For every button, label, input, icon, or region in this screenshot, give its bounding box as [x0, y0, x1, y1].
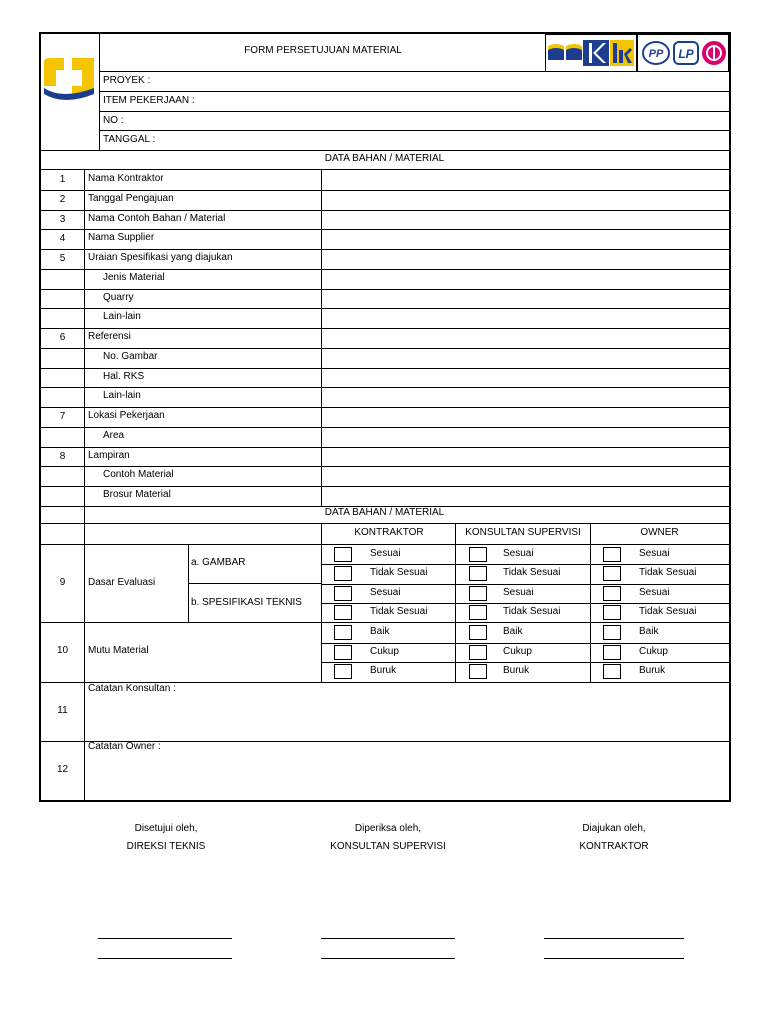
quality-option-label: Baik — [370, 626, 390, 637]
row-sublabel: Lain-lain — [103, 311, 141, 323]
row-value-input[interactable] — [322, 408, 728, 426]
quality-no: 10 — [56, 645, 69, 656]
lp-logo-icon — [672, 40, 700, 66]
eval-checkbox[interactable] — [603, 566, 621, 581]
row-label: Tanggal Pengajuan — [88, 192, 174, 204]
eval-label: Dasar Evaluasi — [88, 577, 156, 588]
row-value-input[interactable] — [322, 388, 728, 406]
eval-checkbox[interactable] — [469, 605, 487, 620]
sub-rule — [188, 583, 321, 584]
row-value-input[interactable] — [322, 270, 728, 288]
circle-logo-icon — [701, 40, 727, 66]
note-owner-no: 12 — [56, 764, 69, 775]
eval-option-label: Tidak Sesuai — [370, 606, 428, 617]
header-rule — [99, 71, 729, 72]
row-number: 6 — [59, 332, 66, 343]
quality-checkbox[interactable] — [603, 645, 621, 660]
eval-option-label: Tidak Sesuai — [503, 567, 561, 578]
row-number: 5 — [59, 253, 66, 264]
lp-logo-text: LP — [678, 47, 694, 61]
note-owner-input[interactable] — [86, 756, 728, 799]
eval-option-label: Sesuai — [503, 587, 534, 598]
eval-checkbox[interactable] — [603, 547, 621, 562]
row-value-input[interactable] — [322, 448, 728, 466]
row-value-input[interactable] — [322, 230, 728, 248]
row-value-input[interactable] — [322, 211, 728, 229]
option-rule — [322, 662, 729, 663]
row-value-input[interactable] — [322, 191, 728, 209]
col-owner: OWNER — [640, 527, 679, 538]
col-line-no — [84, 169, 85, 801]
row-label: Nama Supplier — [88, 232, 155, 244]
eval-checkbox[interactable] — [469, 586, 487, 601]
quality-checkbox[interactable] — [334, 645, 352, 660]
row-value-input[interactable] — [322, 487, 728, 505]
row-number: 3 — [59, 213, 66, 225]
pp-logo-icon — [641, 40, 671, 66]
row-number: 1 — [59, 174, 66, 185]
col-line-label — [321, 169, 322, 507]
header-rule — [99, 91, 729, 92]
pupr-logo-icon — [42, 56, 97, 102]
eval-option-label: Sesuai — [639, 587, 670, 598]
sig-3-line2: KONTRAKTOR — [579, 841, 649, 852]
proyek-input[interactable] — [160, 72, 728, 90]
row-label: Nama Kontraktor — [88, 173, 164, 184]
header-rule — [99, 111, 729, 112]
eval-option-label: Sesuai — [370, 587, 401, 598]
row-sublabel: Contoh Material — [103, 469, 174, 481]
hk-logo-icon — [610, 40, 634, 66]
quality-label: Mutu Material — [88, 645, 149, 656]
col-line-konsultan — [455, 523, 456, 682]
header-rule — [40, 150, 729, 151]
eval-sub-gambar: a. GAMBAR — [191, 557, 246, 568]
row-sublabel: No. Gambar — [103, 350, 158, 362]
option-rule — [322, 603, 729, 604]
row-value-input[interactable] — [322, 467, 728, 485]
sig-2-line2: KONSULTAN SUPERVISI — [330, 841, 446, 852]
quality-option-label: Baik — [503, 626, 523, 637]
eval-checkbox[interactable] — [334, 605, 352, 620]
row-value-input[interactable] — [322, 250, 728, 268]
eval-option-label: Tidak Sesuai — [503, 606, 561, 617]
field-no: NO : — [103, 115, 124, 126]
header-rule — [99, 130, 729, 131]
row-label: Lokasi Pekerjaan — [88, 410, 165, 421]
quality-checkbox[interactable] — [334, 625, 352, 640]
row-value-input[interactable] — [322, 329, 728, 347]
note-konsultan-input[interactable] — [86, 697, 728, 740]
col-line-kontraktor — [321, 523, 322, 682]
sig-1-name-line[interactable] — [98, 938, 232, 939]
quality-checkbox[interactable] — [603, 664, 621, 679]
eval-checkbox[interactable] — [334, 566, 352, 581]
quality-checkbox[interactable] — [469, 645, 487, 660]
sig-1-line1: Disetujui oleh, — [134, 823, 198, 834]
row-sublabel: Brosur Material — [103, 489, 171, 500]
row-number: 2 — [59, 193, 66, 205]
option-rule — [322, 584, 729, 585]
quality-option-label: Cukup — [503, 646, 532, 657]
option-rule — [322, 643, 729, 644]
eval-option-label: Tidak Sesuai — [370, 567, 428, 578]
quality-checkbox[interactable] — [469, 625, 487, 640]
row-number: 8 — [59, 450, 66, 462]
row-value-input[interactable] — [322, 309, 728, 327]
sig-1-line2: DIREKSI TEKNIS — [126, 841, 206, 852]
note-owner-label: Catatan Owner : — [88, 741, 161, 752]
quality-option-label: Cukup — [370, 646, 399, 657]
section-title-2: DATA BAHAN / MATERIAL — [324, 507, 445, 518]
sig-2-name-line[interactable] — [321, 938, 455, 939]
quality-option-label: Buruk — [370, 665, 397, 676]
quality-checkbox[interactable] — [469, 664, 487, 679]
row-label: Lampiran — [88, 449, 130, 461]
field-proyek: PROYEK : — [103, 75, 151, 86]
row-sublabel: Lain-lain — [103, 390, 141, 402]
eval-no: 9 — [59, 577, 66, 588]
row-value-input[interactable] — [322, 349, 728, 367]
pp-logo-text: PP — [648, 48, 664, 60]
row-label: Uraian Spesifikasi yang diajukan — [88, 252, 233, 263]
row-label: Nama Contoh Bahan / Material — [88, 212, 226, 224]
note-konsultan-no: 11 — [57, 705, 68, 716]
bk-logo-icon — [548, 42, 582, 64]
tanggal-input[interactable] — [160, 131, 728, 149]
row-sublabel: Area — [103, 429, 125, 441]
eval-sub-spesifikasi: b. SPESIFIKASI TEKNIS — [191, 597, 302, 608]
section-rule — [40, 169, 729, 170]
eval-checkbox[interactable] — [469, 547, 487, 562]
eval-checkbox[interactable] — [469, 566, 487, 581]
eval-option-label: Sesuai — [639, 548, 670, 559]
eval-checkbox[interactable] — [603, 605, 621, 620]
eval-option-label: Sesuai — [503, 548, 534, 559]
option-rule — [322, 564, 729, 565]
eval-checkbox[interactable] — [334, 547, 352, 562]
eval-checkbox[interactable] — [603, 586, 621, 601]
quality-option-label: Cukup — [639, 646, 668, 657]
sig-1-title-line[interactable] — [98, 958, 232, 959]
sig-3-title-line[interactable] — [544, 958, 684, 959]
eval-checkbox[interactable] — [334, 586, 352, 601]
eval-option-label: Tidak Sesuai — [639, 606, 697, 617]
quality-option-label: Baik — [639, 626, 659, 637]
eval-rule — [40, 622, 729, 623]
row-number: 7 — [59, 411, 66, 422]
eval-option-label: Tidak Sesuai — [639, 567, 697, 578]
sig-3-name-line[interactable] — [544, 938, 684, 939]
quality-option-label: Buruk — [503, 665, 530, 676]
k-logo-icon — [583, 40, 609, 66]
sig-2-line1: Diperiksa oleh, — [354, 823, 422, 834]
quality-checkbox[interactable] — [334, 664, 352, 679]
no-input[interactable] — [125, 112, 728, 130]
header-section — [0, 0, 768, 150]
form-title: FORM PERSETUJUAN MATERIAL — [244, 45, 402, 56]
row-number: 4 — [59, 233, 66, 245]
sig-2-title-line[interactable] — [321, 958, 455, 959]
col-kontraktor: KONTRAKTOR — [354, 527, 424, 538]
section-rule — [40, 523, 729, 524]
quality-option-label: Buruk — [639, 665, 666, 676]
sig-3-line1: Diajukan oleh, — [582, 823, 646, 834]
row-sublabel: Quarry — [103, 291, 134, 303]
eval-option-label: Sesuai — [370, 548, 401, 559]
row-label: Referensi — [88, 331, 131, 342]
col-konsultan: KONSULTAN SUPERVISI — [465, 527, 581, 538]
column-header-rule — [40, 544, 729, 545]
field-tanggal: TANGGAL : — [103, 134, 156, 145]
row-sublabel: Hal. RKS — [103, 370, 145, 382]
field-item-pekerjaan: ITEM PEKERJAAN : — [103, 95, 195, 106]
row-value-input[interactable] — [322, 428, 728, 446]
item-pekerjaan-input[interactable] — [200, 92, 728, 110]
row-value-input[interactable] — [322, 369, 728, 387]
quality-rule — [40, 682, 729, 683]
row-sublabel: Jenis Material — [103, 271, 165, 283]
row-value-input[interactable] — [322, 290, 728, 308]
section-title: DATA BAHAN / MATERIAL — [324, 153, 445, 164]
col-line-owner — [590, 523, 591, 682]
note-konsultan-label: Catatan Konsultan : — [88, 683, 176, 694]
quality-checkbox[interactable] — [603, 625, 621, 640]
row-value-input[interactable] — [322, 171, 728, 189]
